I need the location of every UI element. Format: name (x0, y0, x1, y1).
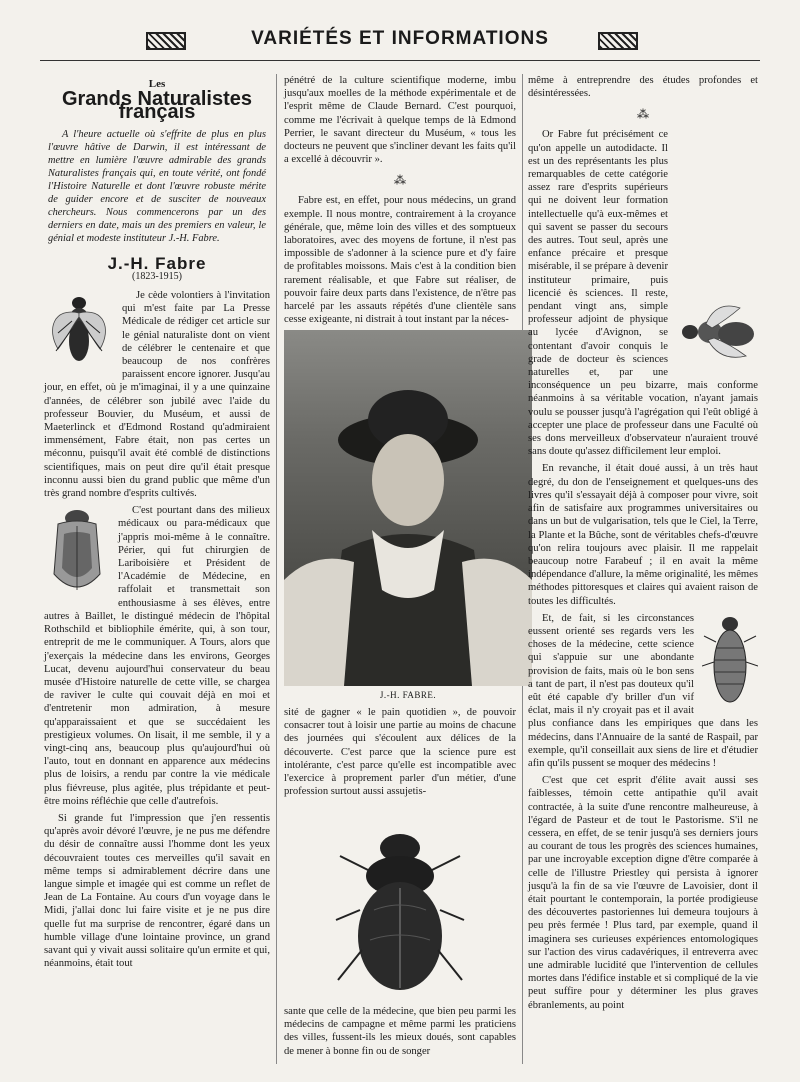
body-paragraph-2: C'est pourtant dans des milieux médicaux ou para-médicaux que j'appris moi-même à le connaître. Périer, qui fut chirurgien de Lariboisière et Président de l'Académie de Médecine, en raffolait et transmettait son enthousiasme à ses élèves, entre autres à Baillet, le distingué médecin de l'hôpital Rothschild et bibliophile émérite, qui, à son tour, entreprit de me le communiquer. A Tours, alors que j'exerçais la médecine dans les environs, Georges Lucat, devenu aujourd'hui conservateur du beau musée d'Histoire naturelle de cette ville, se chargea de raviver le culte qui couvait déjà en moi et d'entretenir mon admiration, à mesure qu'apparaissaient et que se succédaient les prestigieux volumes. On lisait, il me semble, il y a vingt-cinq ans, beaucoup plus qu'aujourd'hui où l'auto, tout en donnant en apparence aux médecins plus de loisirs, a rendu par contre la vie médicale plus fiévreuse, plus agitée, plus trépidante et peut-être moins réfléchie que celle d'autrefois. (44, 505, 270, 807)
middle-paragraph-2: Fabre est, en effet, pour nous médecins, un grand exemple. Il nous montre, contrairement à la croyance générale, que, même loin des villes et des somptueux laboratoires, avec des moyens de fortune, il n'est pas impossible de s'adonner à la science pure et d'y faire de profitables moissons. Mais c'est à la condition bien rarement réalisable, et que Fabre sut réaliser, de pouvoir faire deux parts dans l'existence, de n'être pas harcelé par les assauts répétés d'une clientèle sans cesse exigeante, ni distrait à tout instant par la néces- (284, 195, 516, 326)
article-title: Grands Naturalistes français (61, 88, 253, 124)
middle-column-top (284, 74, 516, 330)
middle-column-end (284, 1005, 516, 1062)
middle-paragraph-3: sité de gagner « le pain quotidien », de pouvoir consacrer tout à loisir une partie au moins de chacune des journées qui s'écoulent aux délices de la découverte. C'est parce que la science pure est intolérante, c'est parce qu'elle est incompatible avec l'exercice à proprement parler d'un métier, d'une profession surtout aussi assujetis- (284, 707, 516, 798)
section-separator: ⁂ (394, 173, 406, 188)
right-paragraph-2: En revanche, il était doué aussi, à un très haut degré, du don de l'enseignement et quelques-uns des livres qu'il s'essayait déjà à composer pour vivre, soit afin de satisfaire aux programmes universitaires ou dans un but de vulgarisation, tels que le Ciel, la Terre, la Plante et la Bûche, sont de véritables chefs-d'œuvre qu'on relira toujours avec plaisir. Il me rappelait beaucoup notre Farabeuf ; il en avait la même indépendance d'allure, la même originalité, les mêmes méthodes pittoresques et claires qui avaient raison de toutes les difficultés. (528, 463, 758, 607)
left-column (44, 74, 270, 974)
right-column (528, 74, 758, 1016)
header-rule (40, 60, 760, 61)
fabre-portrait (284, 330, 532, 686)
page-title: VARIÉTÉS ET INFORMATIONS (251, 28, 549, 49)
header-ornament-right (598, 32, 638, 50)
middle-paragraph-4: sante que celle de la médecine, que bien peu parmi les médecins de campagne et même parmi les praticiens des villes, fussent-ils les mieux doués, sont capables de mener à bonne fin ou de songer (284, 1006, 516, 1057)
section-separator-right: ⁂ (637, 107, 649, 122)
right-paragraph-4: C'est que cet esprit d'élite avait aussi ses faiblesses, témoin cette antipathie qu'il avait contractée, à la suite d'une rencontre malheureuse, à l'égard de Pasteur et de tout le Pastorisme. S'il ne cessera, en effet, de se tenir jusqu'à ses derniers jours au courant de tous les progrès des sciences humaines, par une incroyable exception digne d'être comparée à celle de l'illustre Priestley qui persista à ignorer jusqu'à la fin de sa vie l'œuvre de Lavoisier, dont il était pourtant le contemporain, la portée prodigieuse des découvertes pastoriennes lui demeura toujours à peu près fermée ! Plus tard, par exemple, quand il imaginera ses curieuses expériences entomologiques sur l'action des virus cadavériques, il entreverra avec une admirable lucidité que l'intervention de cellules mortes dans l'édifice instable et si compliqué de la vie peut suffire pour y déterminer les plus graves ébranlements, au point (528, 775, 758, 1011)
portrait-caption: J.-H. FABRE. (379, 690, 437, 700)
column-rule-1 (276, 74, 277, 1064)
body-paragraph-3: Si grande fut l'impression que j'en ressentis qu'après avoir dévoré l'œuvre, je ne pus me défendre du désir de connaître aussi l'homme dont les yeux découvraient toutes ces merveilles qu'il savait en même temps si admirablement décrire dans une langue simple et imagée qui est comme un reflet de Jean de La Fontaine. Au cours d'un voyage dans le Midi, j'allai donc lui faire visite et je ne pus dire quelle fut ma surprise de rencontrer, égaré dans un humble village d'une lointaine province, un grand savant qui y vivait aussi solitaire qu'un ermite et qui, néanmoins, était tout (44, 812, 270, 970)
intro-text: A l'heure actuelle où s'effrite de plus en plus l'œuvre hâtive de Darwin, il est intéressant de mettre en lumière l'œuvre admirable des grands Naturalistes français qui, en toute vérité, ont fondé l'Histoire Naturelle et dont l'œuvre robuste mérite de guider encore et de susciter de nouveaux chercheurs. Nous commencerons par un des derniers en date, mais un des premiers en valeur, le génial et modeste instituteur J.-H. Fabre. (48, 128, 266, 244)
section-dates: (1823-1915) (132, 270, 182, 282)
right-paragraph-3: Et, de fait, si les circonstances eussent orienté ses regards vers les choses de la médecine, cette science qui s'appuie sur une abondante provision de faits, mais où le bon sens a tant de part, il n'est pas douteux qu'il eût été capable d'y briller d'un vif éclat, mais il n'y croyait pas et il avait plus confiance dans les empiriques que dans les médecins, dans l'Annuaire de la santé de Raspail, par exemple, qu'il conseillait aux siens de lire et d'étudier afin qu'ils pussent se moquer des médecins ! (528, 612, 758, 769)
body-paragraph-1: Je cède volontiers à l'invitation qui m'est faite par La Presse Médicale de rédiger cet article sur le génial naturaliste dont on vient de célébrer le centenaire et que beaucoup de nos confrères paraissent encore ignorer. Jusqu'au jour, en effet, où je m'imaginai, il y a une quinzaine d'années, de célébrer son jubilé avec l'aide du professeur Bouvier, du Muséum, et aussi de Maeterlinck et d'Edmond Rostand qu'admiraient immensément, Fabre était, non pas certes un méconnu, puisqu'il avait été comblé de distinctions scientifiques, mais on peut dire qu'il était presque inconnu aussi bien du grand public que même d'un très grand nombre d'esprits cultivés. (44, 290, 270, 500)
fly-illustration (44, 289, 114, 367)
article-kicker: Les (148, 78, 166, 90)
middle-paragraph-1: pénétré de la culture scientifique moderne, imbu jusqu'aux moelles de la méthode expérimentale et de l'esprit même de Claude Bernard. C'est pourquoi, comme me l'écrivait à quelque temps de là Edmond Perrier, le savant directeur du Muséum, « tous les docteurs ne peuvent que s'incliner devant les faits qu'il a excellé à découvrir ». (284, 75, 516, 166)
larva-illustration (702, 612, 758, 708)
middle-column-bottom (284, 706, 516, 802)
section-title: J.-H. Fabre (107, 253, 207, 273)
right-paragraph-0: même à entreprendre des études profondes et désintéressées. (528, 75, 758, 100)
article-intro (48, 128, 266, 245)
right-paragraph-1: Or Fabre fut précisément ce qu'on appelle un autodidacte. Il est un des représentants les plus remarquables de cette catégorie assez rare d'esprits supérieurs qui ne doivent leur formation intellectuelle qu'à eux-mêmes et qui savent se passer du secours des autres. Tout seul, après une enfance précaire et presque misérable, il se prépare à devenir instituteur primaire, puis licencié ès sciences. Il reste, pendant vingt ans, simple professeur adjoint de physique au lycée d'Avignon, se contentant d'avoir conquis le grade de docteur ès sciences naturelles et, par une inconséquence un peu bizarre, mais conforme néanmoins à sa véritable vocation, n'ayant jamais voulu se pousser jusqu'à l'agrégation qui l'eût obligé à accepter une place de professeur dans une Faculté où ses dons merveilleux d'observateur n'auraient trouvé sans doute qu'assez difficilement leur emploi. (528, 129, 758, 458)
bee-illustration (676, 298, 758, 364)
page-header (0, 0, 800, 62)
beetle-illustration (330, 820, 470, 1000)
cicada-illustration (44, 504, 110, 600)
